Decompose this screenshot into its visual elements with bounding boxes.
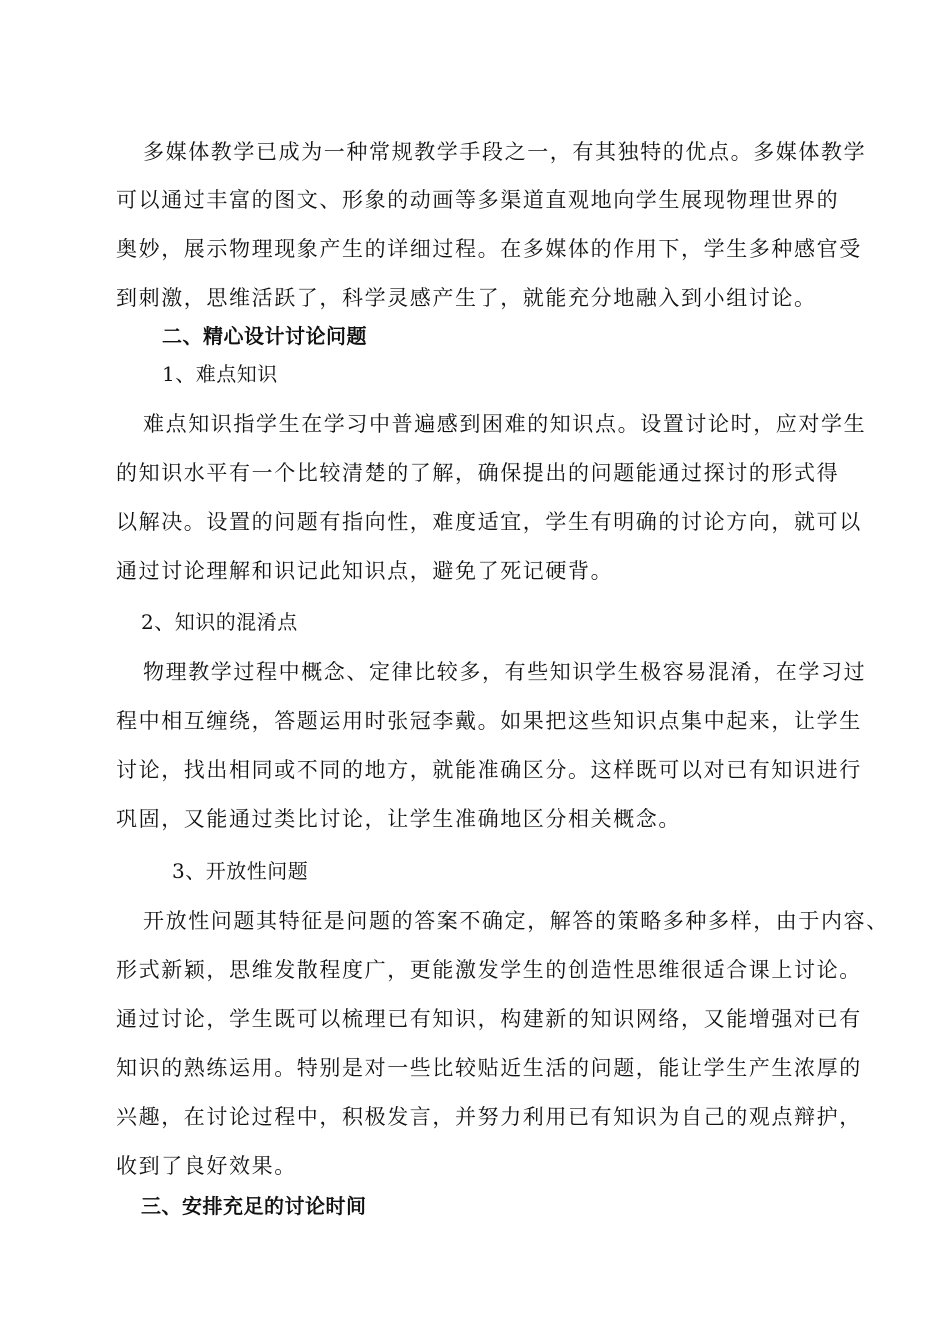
- paragraph-line: 难点知识指学生在学习中普遍感到困难的知识点。设置讨论时，应对学生: [143, 412, 867, 436]
- section-heading: 三、安排充足的讨论时间: [141, 1194, 367, 1218]
- paragraph-line: 到刺激，思维活跃了，科学灵感产生了，就能充分地融入到小组讨论。: [116, 286, 817, 310]
- section-heading: 二、精心设计讨论问题: [162, 324, 367, 348]
- subsection-title: 2、知识的混淆点: [141, 610, 298, 634]
- paragraph-line: 知识的熟练运用。特别是对一些比较贴近生活的问题，能让学生产生浓厚的: [116, 1056, 862, 1080]
- paragraph-line: 多媒体教学已成为一种常规教学手段之一，有其独特的优点。多媒体教学: [143, 140, 867, 164]
- paragraph-line: 可以通过丰富的图文、形象的动画等多渠道直观地向学生展现物理世界的: [116, 188, 840, 212]
- paragraph-line: 收到了良好效果。: [116, 1154, 297, 1178]
- paragraph-line: 兴趣，在讨论过程中，积极发言，并努力利用已有知识为自己的观点辩护，: [116, 1105, 862, 1129]
- paragraph-line: 形式新颖，思维发散程度广，更能激发学生的创造性思维很适合课上讨论。: [116, 958, 862, 982]
- paragraph-line: 巩固，又能通过类比讨论，让学生准确地区分相关概念。: [116, 807, 681, 831]
- paragraph-line: 以解决。设置的问题有指向性，难度适宜，学生有明确的讨论方向，就可以: [116, 510, 862, 534]
- subsection-title: 1、难点知识: [162, 362, 278, 386]
- paragraph-line: 的知识水平有一个比较清楚的了解，确保提出的问题能通过探讨的形式得: [116, 461, 840, 485]
- paragraph-line: 程中相互缠绕，答题运用时张冠李戴。如果把这些知识点集中起来，让学生: [116, 709, 862, 733]
- paragraph-line: 物理教学过程中概念、定律比较多，有些知识学生极容易混淆，在学习过: [143, 660, 867, 684]
- paragraph-line: 通过讨论理解和识记此知识点，避免了死记硬背。: [116, 559, 614, 583]
- paragraph-line: 讨论，找出相同或不同的地方，就能准确区分。这样既可以对已有知识进行: [116, 758, 862, 782]
- paragraph-line: 通过讨论，学生既可以梳理已有知识，构建新的知识网络，又能增强对已有: [116, 1007, 862, 1031]
- paragraph-line: 奥妙，展示物理现象产生的详细过程。在多媒体的作用下，学生多种感官受: [116, 237, 862, 261]
- subsection-title: 3、开放性问题: [172, 859, 309, 883]
- paragraph-line: 开放性问题其特征是问题的答案不确定，解答的策略多种多样，由于内容、: [143, 909, 889, 933]
